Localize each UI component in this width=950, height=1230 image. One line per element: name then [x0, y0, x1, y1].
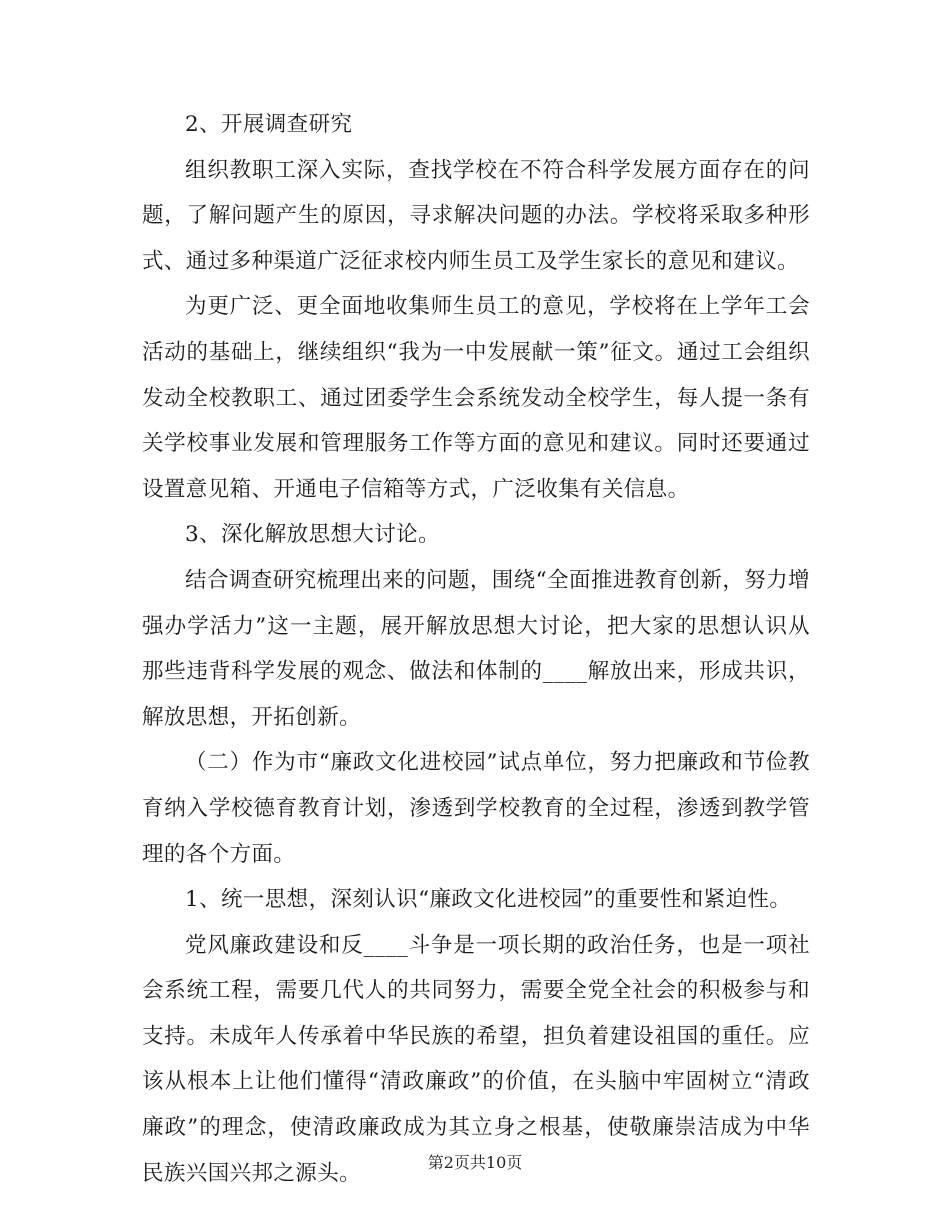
paragraph-investigation-body: 组织教职工深入实际，查找学校在不符合科学发展方面存在的问题，了解问题产生的原因，寻求解决问题的办法。学校将采取多种形式、通过多种渠道广泛征求校内师生员工及学生家长的意见和建议。	[142, 157, 810, 274]
section-heading-investigation: 2、开展调查研究	[185, 112, 353, 137]
section-heading-discussion: 3、深化解放思想大讨论。	[185, 522, 440, 548]
paragraph-anti-corruption: 党风廉政建设和反____斗争是一项长期的政治任务，也是一项社会系统工程，需要几代人的共同努力，需要全党全社会的积极参与和支持。未成年人传承着中华民族的希望，担负着建设祖国的重任。应该从根本上让他们懂得“清政廉政”的价值，在头脑中牢固树立“清政廉政”的理念，使清政廉政成为其立身之根基，使敬廉崇洁成为中华民族兴国兴邦之源头。	[142, 932, 810, 1186]
paragraph-discussion-body: 结合调查研究梳理出来的问题，围绕“全面推进教育创新，努力增强办学活力”这一主题，展开解放思想大讨论，把大家的思想认识从那些违背科学发展的观念、做法和体制的____解放出来，形成共识，解放思想，开拓创新。	[142, 567, 810, 730]
document-body	[142, 102, 810, 1196]
paragraph-integrity-culture: （二）作为市“廉政文化进校园”试点单位，努力把廉政和节俭教育纳入学校德育教育计划，渗透到学校教育的全过程，渗透到教学管理的各个方面。	[142, 750, 810, 867]
paragraph-opinion-collection: 为更广泛、更全面地收集师生员工的意见，学校将在上学年工会活动的基础上，继续组织“我为一中发展献一策”征文。通过工会组织发动全校教职工、通过团委学生会系统发动全校学生，每人提一条有关学校事业发展和管理服务工作等方面的意见和建议。同时还要通过设置意见箱、开通电子信箱等方式，广泛收集有关信息。	[142, 294, 810, 502]
section-heading-unify-thinking: 1、统一思想，深刻认识“廉政文化进校园”的重要性和紧迫性。	[185, 887, 792, 913]
page-number-footer: 第2页共10页	[427, 1153, 523, 1172]
